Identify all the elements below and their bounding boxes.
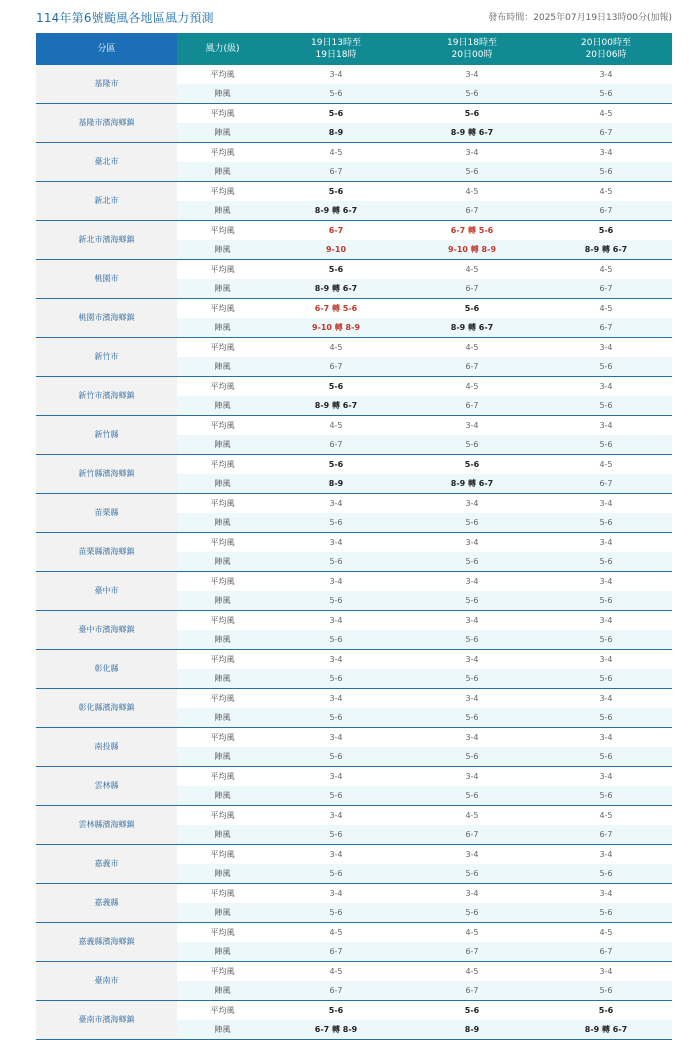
avg-wind-label: 平均風: [177, 299, 268, 319]
wind-value-cell: 5-6: [404, 162, 540, 182]
gust-label: 陣風: [177, 825, 268, 845]
region-name: 雲林縣濱海鄉鎮: [36, 806, 177, 845]
avg-wind-label: 平均風: [177, 494, 268, 514]
wind-value-cell: 8-9 轉 6-7: [404, 318, 540, 338]
avg-wind-label: 平均風: [177, 1001, 268, 1021]
wind-value-cell: 5-6: [540, 396, 672, 416]
region-name: 基隆市: [36, 65, 177, 104]
wind-value-cell: 5-6: [268, 455, 404, 475]
wind-value-cell: 5-6: [268, 552, 404, 572]
table-row: [36, 572, 672, 592]
table-row: [36, 884, 672, 904]
wind-value-cell: 6-7: [404, 825, 540, 845]
wind-value-cell: 3-4: [404, 572, 540, 592]
wind-value-cell: 4-5: [540, 455, 672, 475]
gust-label: 陣風: [177, 162, 268, 182]
table-row: [36, 767, 672, 787]
region-name: 南投縣: [36, 728, 177, 767]
gust-label: 陣風: [177, 903, 268, 923]
gust-label: 陣風: [177, 552, 268, 572]
wind-value-cell: 3-4: [540, 689, 672, 709]
wind-value-cell: 3-4: [268, 572, 404, 592]
wind-value-cell: 6-7: [268, 357, 404, 377]
wind-value-cell: 8-9: [268, 123, 404, 143]
gust-label: 陣風: [177, 435, 268, 455]
wind-value-cell: 5-6: [404, 630, 540, 650]
gust-label: 陣風: [177, 279, 268, 299]
column-header-period-3: [540, 33, 672, 65]
period-header-line: 20日00時: [451, 50, 493, 60]
wind-value-cell: 5-6: [404, 1001, 540, 1021]
wind-value-cell: 5-6: [540, 669, 672, 689]
table-row: [36, 260, 672, 280]
table-row: [36, 455, 672, 475]
wind-value-cell: 5-6: [268, 1001, 404, 1021]
avg-wind-label: 平均風: [177, 455, 268, 475]
region-name: 新竹市濱海鄉鎮: [36, 377, 177, 416]
avg-wind-label: 平均風: [177, 221, 268, 241]
page-header: [0, 0, 692, 34]
wind-value-cell: 3-4: [404, 728, 540, 748]
gust-label: 陣風: [177, 981, 268, 1001]
gust-label: 陣風: [177, 201, 268, 221]
wind-value-cell: 4-5: [268, 338, 404, 358]
table-row: [36, 611, 672, 631]
wind-value-cell: 6-7: [540, 318, 672, 338]
wind-value-cell: 3-4: [540, 338, 672, 358]
wind-value-cell: 5-6: [268, 708, 404, 728]
region-name: 苗栗縣濱海鄉鎮: [36, 533, 177, 572]
wind-value-cell: 4-5: [404, 182, 540, 202]
avg-wind-label: 平均風: [177, 884, 268, 904]
gust-label: 陣風: [177, 396, 268, 416]
wind-value-cell: 4-5: [540, 923, 672, 943]
wind-value-cell: 3-4: [404, 533, 540, 553]
wind-value-cell: 4-5: [540, 806, 672, 826]
wind-value-cell: 3-4: [404, 689, 540, 709]
gust-label: 陣風: [177, 708, 268, 728]
wind-value-cell: 6-7: [268, 221, 404, 241]
wind-value-cell: 3-4: [540, 845, 672, 865]
wind-value-cell: 5-6: [404, 84, 540, 104]
wind-value-cell: 5-6: [404, 669, 540, 689]
wind-value-cell: 6-7: [540, 123, 672, 143]
avg-wind-label: 平均風: [177, 104, 268, 124]
wind-value-cell: 5-6: [268, 825, 404, 845]
table-row: [36, 845, 672, 865]
wind-value-cell: 5-6: [268, 747, 404, 767]
avg-wind-label: 平均風: [177, 416, 268, 436]
wind-value-cell: 6-7: [404, 279, 540, 299]
wind-value-cell: 3-4: [404, 845, 540, 865]
wind-value-cell: 8-9: [268, 474, 404, 494]
region-name: 苗栗縣: [36, 494, 177, 533]
avg-wind-label: 平均風: [177, 143, 268, 163]
gust-label: 陣風: [177, 786, 268, 806]
wind-value-cell: 5-6: [268, 260, 404, 280]
wind-value-cell: 8-9 轉 6-7: [404, 123, 540, 143]
wind-value-cell: 5-6: [268, 84, 404, 104]
wind-forecast-table: [36, 33, 672, 1040]
wind-value-cell: 5-6: [268, 182, 404, 202]
table-row: [36, 962, 672, 982]
region-name: 嘉義市: [36, 845, 177, 884]
region-name: 臺中市: [36, 572, 177, 611]
wind-value-cell: 5-6: [540, 747, 672, 767]
wind-value-cell: 3-4: [404, 884, 540, 904]
wind-value-cell: 6-7: [404, 201, 540, 221]
wind-value-cell: 4-5: [540, 299, 672, 319]
region-name: 嘉義縣濱海鄉鎮: [36, 923, 177, 962]
wind-value-cell: 5-6: [404, 708, 540, 728]
wind-value-cell: 5-6: [540, 708, 672, 728]
table-row: [36, 65, 672, 84]
wind-value-cell: 8-9 轉 6-7: [540, 240, 672, 260]
wind-value-cell: 5-6: [404, 786, 540, 806]
region-name: 新北市: [36, 182, 177, 221]
column-header-period-2: [404, 33, 540, 65]
wind-value-cell: 5-6: [268, 104, 404, 124]
wind-value-cell: 3-4: [268, 845, 404, 865]
wind-value-cell: 3-4: [268, 728, 404, 748]
avg-wind-label: 平均風: [177, 377, 268, 397]
wind-value-cell: 6-7: [404, 981, 540, 1001]
wind-value-cell: 9-10 轉 8-9: [268, 318, 404, 338]
wind-value-cell: 4-5: [540, 260, 672, 280]
wind-value-cell: 6-7: [540, 279, 672, 299]
column-header-wind-level: 風力(級): [177, 33, 268, 65]
wind-value-cell: 5-6: [404, 591, 540, 611]
wind-value-cell: 5-6: [404, 903, 540, 923]
gust-label: 陣風: [177, 591, 268, 611]
wind-value-cell: 9-10 轉 8-9: [404, 240, 540, 260]
column-header-region: 分區: [36, 33, 177, 65]
period-header-line: 19日18時至: [447, 38, 497, 48]
region-name: 新北市濱海鄉鎮: [36, 221, 177, 260]
wind-value-cell: 3-4: [268, 533, 404, 553]
wind-value-cell: 6-7: [540, 825, 672, 845]
avg-wind-label: 平均風: [177, 182, 268, 202]
table-row: [36, 416, 672, 436]
avg-wind-label: 平均風: [177, 338, 268, 358]
wind-value-cell: 3-4: [540, 962, 672, 982]
wind-value-cell: 8-9 轉 6-7: [540, 1020, 672, 1040]
gust-label: 陣風: [177, 513, 268, 533]
wind-value-cell: 4-5: [404, 962, 540, 982]
table-row: [36, 728, 672, 748]
table-row: [36, 1001, 672, 1021]
wind-value-cell: 5-6: [404, 864, 540, 884]
avg-wind-label: 平均風: [177, 260, 268, 280]
table-body: [36, 65, 672, 1040]
gust-label: 陣風: [177, 630, 268, 650]
region-name: 新竹縣濱海鄉鎮: [36, 455, 177, 494]
wind-value-cell: 5-6: [540, 981, 672, 1001]
wind-value-cell: 3-4: [540, 611, 672, 631]
table-row: [36, 806, 672, 826]
wind-value-cell: 8-9 轉 6-7: [404, 474, 540, 494]
wind-value-cell: 4-5: [404, 338, 540, 358]
region-name: 臺北市: [36, 143, 177, 182]
wind-value-cell: 6-7: [268, 435, 404, 455]
gust-label: 陣風: [177, 123, 268, 143]
column-header-period-1: [268, 33, 404, 65]
wind-value-cell: 5-6: [540, 786, 672, 806]
gust-label: 陣風: [177, 84, 268, 104]
gust-label: 陣風: [177, 747, 268, 767]
avg-wind-label: 平均風: [177, 923, 268, 943]
wind-value-cell: 3-4: [540, 65, 672, 84]
page-title: 114年第6號颱風各地區風力預測: [36, 11, 214, 25]
table-row: [36, 689, 672, 709]
region-name: 彰化縣: [36, 650, 177, 689]
wind-value-cell: 3-4: [268, 65, 404, 84]
avg-wind-label: 平均風: [177, 689, 268, 709]
gust-label: 陣風: [177, 240, 268, 260]
wind-value-cell: 3-4: [404, 416, 540, 436]
region-name: 基隆市濱海鄉鎮: [36, 104, 177, 143]
wind-value-cell: 6-7: [404, 942, 540, 962]
wind-value-cell: 4-5: [268, 143, 404, 163]
gust-label: 陣風: [177, 474, 268, 494]
wind-value-cell: 6-7 轉 8-9: [268, 1020, 404, 1040]
wind-value-cell: 5-6: [404, 513, 540, 533]
wind-value-cell: 8-9 轉 6-7: [268, 201, 404, 221]
wind-value-cell: 3-4: [268, 767, 404, 787]
wind-value-cell: 5-6: [404, 747, 540, 767]
wind-value-cell: 4-5: [540, 104, 672, 124]
wind-value-cell: 5-6: [268, 786, 404, 806]
wind-value-cell: 5-6: [404, 552, 540, 572]
wind-value-cell: 3-4: [268, 650, 404, 670]
wind-value-cell: 8-9 轉 6-7: [268, 396, 404, 416]
wind-value-cell: 5-6: [540, 591, 672, 611]
gust-label: 陣風: [177, 357, 268, 377]
gust-label: 陣風: [177, 864, 268, 884]
wind-value-cell: 6-7: [404, 396, 540, 416]
wind-value-cell: 4-5: [404, 260, 540, 280]
wind-value-cell: 6-7: [540, 201, 672, 221]
table-header-row: [36, 33, 672, 65]
region-name: 臺南市: [36, 962, 177, 1001]
wind-value-cell: 3-4: [540, 650, 672, 670]
period-header-line: 19日18時: [315, 50, 357, 60]
region-name: 彰化縣濱海鄉鎮: [36, 689, 177, 728]
wind-value-cell: 6-7 轉 5-6: [404, 221, 540, 241]
wind-value-cell: 3-4: [540, 533, 672, 553]
wind-value-cell: 5-6: [268, 630, 404, 650]
table-row: [36, 221, 672, 241]
wind-value-cell: 5-6: [268, 669, 404, 689]
table-row: [36, 650, 672, 670]
wind-value-cell: 3-4: [268, 884, 404, 904]
table-row: [36, 377, 672, 397]
wind-value-cell: 3-4: [540, 728, 672, 748]
wind-value-cell: 5-6: [404, 104, 540, 124]
gust-label: 陣風: [177, 1020, 268, 1040]
wind-value-cell: 5-6: [540, 903, 672, 923]
wind-value-cell: 5-6: [540, 357, 672, 377]
wind-value-cell: 5-6: [268, 591, 404, 611]
region-name: 新竹縣: [36, 416, 177, 455]
wind-value-cell: 5-6: [540, 84, 672, 104]
region-name: 嘉義縣: [36, 884, 177, 923]
period-header-line: 19日13時至: [311, 38, 361, 48]
avg-wind-label: 平均風: [177, 728, 268, 748]
wind-value-cell: 3-4: [268, 689, 404, 709]
table-row: [36, 494, 672, 514]
avg-wind-label: 平均風: [177, 533, 268, 553]
wind-value-cell: 3-4: [268, 806, 404, 826]
avg-wind-label: 平均風: [177, 65, 268, 84]
wind-value-cell: 3-4: [268, 611, 404, 631]
table-row: [36, 182, 672, 202]
avg-wind-label: 平均風: [177, 767, 268, 787]
wind-value-cell: 5-6: [404, 435, 540, 455]
wind-value-cell: 6-7: [268, 162, 404, 182]
wind-value-cell: 4-5: [268, 962, 404, 982]
wind-value-cell: 6-7: [268, 942, 404, 962]
gust-label: 陣風: [177, 669, 268, 689]
wind-value-cell: 3-4: [540, 884, 672, 904]
wind-value-cell: 5-6: [540, 513, 672, 533]
table-row: [36, 299, 672, 319]
avg-wind-label: 平均風: [177, 806, 268, 826]
table-row: [36, 338, 672, 358]
wind-value-cell: 3-4: [540, 767, 672, 787]
wind-value-cell: 5-6: [268, 377, 404, 397]
wind-value-cell: 4-5: [404, 806, 540, 826]
wind-value-cell: 3-4: [404, 494, 540, 514]
region-name: 臺南市濱海鄉鎮: [36, 1001, 177, 1040]
wind-value-cell: 5-6: [540, 864, 672, 884]
wind-value-cell: 5-6: [540, 630, 672, 650]
wind-value-cell: 5-6: [540, 1001, 672, 1021]
region-name: 臺中市濱海鄉鎮: [36, 611, 177, 650]
wind-value-cell: 3-4: [404, 650, 540, 670]
region-name: 雲林縣: [36, 767, 177, 806]
table-row: [36, 104, 672, 124]
wind-value-cell: 3-4: [540, 494, 672, 514]
period-header-line: 20日00時至: [581, 38, 631, 48]
wind-value-cell: 5-6: [268, 864, 404, 884]
period-header-line: 20日06時: [585, 50, 627, 60]
wind-value-cell: 9-10: [268, 240, 404, 260]
wind-value-cell: 3-4: [268, 494, 404, 514]
wind-value-cell: 5-6: [404, 455, 540, 475]
wind-value-cell: 4-5: [540, 182, 672, 202]
wind-value-cell: 6-7: [540, 474, 672, 494]
table-row: [36, 143, 672, 163]
wind-value-cell: 6-7 轉 5-6: [268, 299, 404, 319]
wind-value-cell: 5-6: [268, 903, 404, 923]
wind-value-cell: 4-5: [268, 416, 404, 436]
wind-value-cell: 8-9 轉 6-7: [268, 279, 404, 299]
avg-wind-label: 平均風: [177, 650, 268, 670]
gust-label: 陣風: [177, 942, 268, 962]
avg-wind-label: 平均風: [177, 572, 268, 592]
publish-time: 發布時間：2025年07月19日13時00分(加報): [488, 13, 672, 23]
table-row: [36, 923, 672, 943]
wind-value-cell: 5-6: [268, 513, 404, 533]
wind-value-cell: 5-6: [540, 552, 672, 572]
wind-value-cell: 6-7: [404, 357, 540, 377]
wind-value-cell: 6-7: [268, 981, 404, 1001]
gust-label: 陣風: [177, 318, 268, 338]
region-name: 新竹市: [36, 338, 177, 377]
wind-value-cell: 4-5: [404, 377, 540, 397]
avg-wind-label: 平均風: [177, 845, 268, 865]
region-name: 桃園市: [36, 260, 177, 299]
wind-value-cell: 3-4: [404, 143, 540, 163]
wind-value-cell: 8-9: [404, 1020, 540, 1040]
avg-wind-label: 平均風: [177, 962, 268, 982]
wind-value-cell: 3-4: [404, 767, 540, 787]
wind-value-cell: 5-6: [404, 299, 540, 319]
avg-wind-label: 平均風: [177, 611, 268, 631]
table-row: [36, 533, 672, 553]
wind-value-cell: 3-4: [404, 65, 540, 84]
wind-value-cell: 3-4: [540, 143, 672, 163]
wind-value-cell: 5-6: [540, 162, 672, 182]
wind-value-cell: 4-5: [268, 923, 404, 943]
wind-value-cell: 4-5: [404, 923, 540, 943]
wind-value-cell: 5-6: [540, 435, 672, 455]
wind-value-cell: 3-4: [404, 611, 540, 631]
wind-value-cell: 3-4: [540, 572, 672, 592]
wind-value-cell: 6-7: [540, 942, 672, 962]
wind-value-cell: 3-4: [540, 416, 672, 436]
region-name: 桃園市濱海鄉鎮: [36, 299, 177, 338]
wind-value-cell: 5-6: [540, 221, 672, 241]
wind-value-cell: 3-4: [540, 377, 672, 397]
